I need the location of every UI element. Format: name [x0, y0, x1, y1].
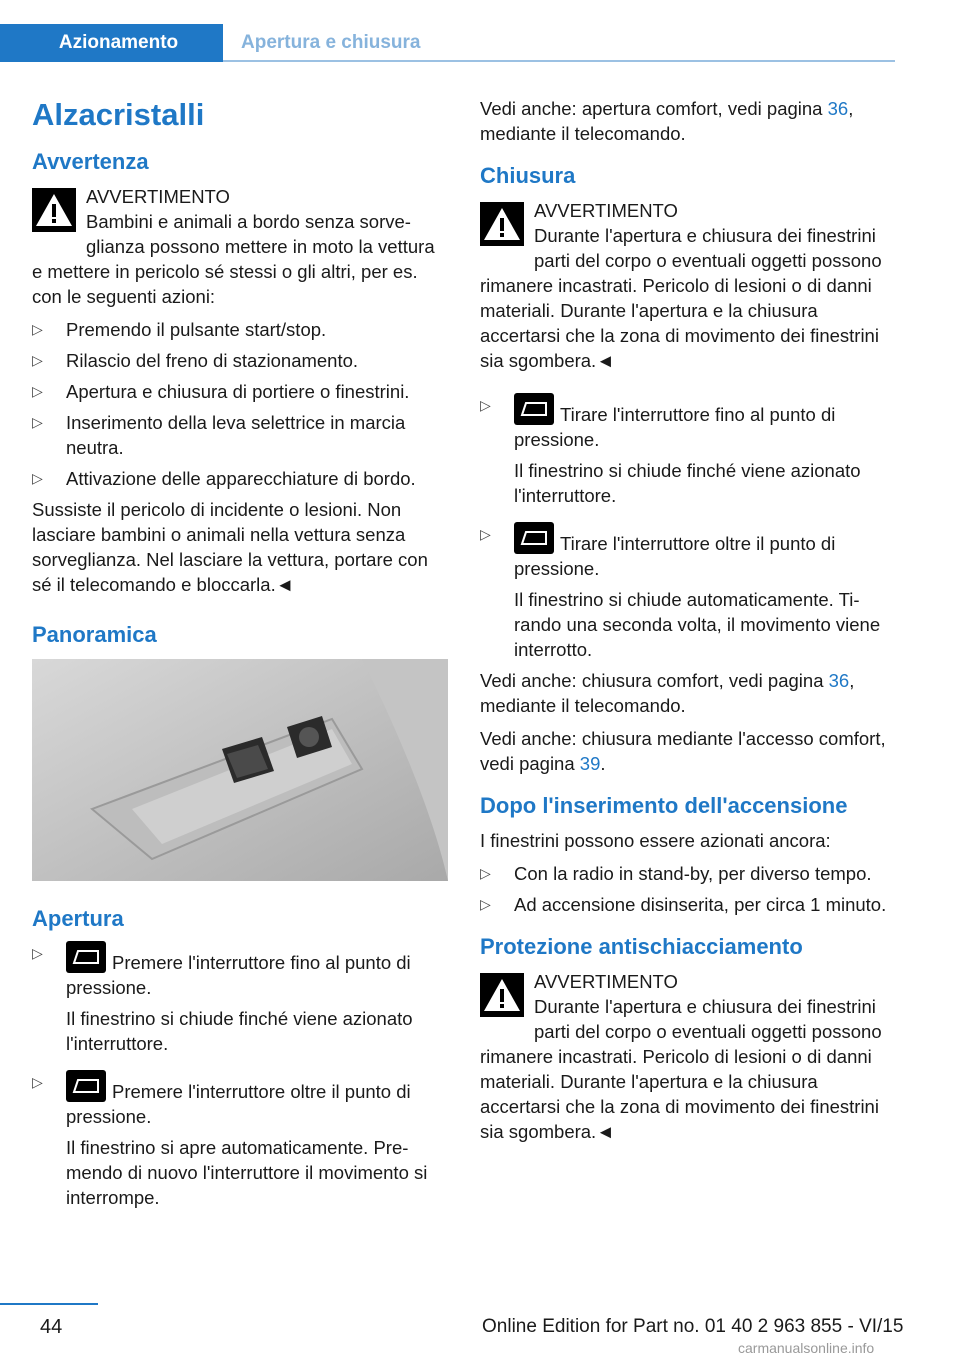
page-title: Alzacristalli	[32, 97, 205, 132]
warning-icon	[480, 202, 524, 246]
warning-icon	[32, 188, 76, 232]
bullet-icon: ▷	[32, 470, 43, 486]
warning-block-2	[480, 198, 896, 373]
warning-block-3	[480, 969, 896, 1144]
warning-title: AVVERTIMENTO	[534, 971, 678, 992]
window-switch-photo	[32, 659, 448, 881]
heading-protezione: Protezione antischiacciamento	[480, 934, 803, 959]
window-switch-icon	[66, 1070, 106, 1102]
list-item: ▷ Tirare l'interruttore oltre il punto di pressione. Il finestrino si chiude automaticamente. Tirando una seconda volta, il movimento viene interrotto.	[480, 522, 896, 662]
page-link[interactable]: 39	[579, 753, 601, 774]
step-result: Il finestrino si chiude automaticamente. Tirando una seconda volta, il movimento viene interrotto.	[514, 589, 881, 660]
step-result: Il finestrino si chiude finché viene azionato l'interruttore.	[66, 1008, 413, 1054]
bullet-icon: ▷	[32, 414, 43, 430]
page-header	[0, 0, 960, 62]
footer-edition: Online Edition for Part no. 01 40 2 963 855 - VI/15	[482, 1316, 904, 1337]
dopo-intro: I finestrini possono essere azionati ancora:	[480, 830, 831, 851]
watermark: carmanualsonline.info	[738, 1340, 875, 1356]
list-item: ▷ Ad accensione disinserita, per circa 1 minuto.	[480, 894, 887, 915]
heading-avvertenza: Avvertenza	[32, 149, 149, 174]
warning-list	[32, 317, 448, 491]
bullet-icon: ▷	[480, 896, 491, 912]
list-item: ▷ Attivazione delle apparecchiature di bordo.	[32, 468, 416, 489]
header-rule	[223, 60, 895, 62]
list-item: ▷ Apertura e chiusura di portiere o finestrini.	[32, 381, 410, 402]
list-item: ▷ Premendo il pulsante start/stop.	[32, 319, 327, 340]
footer-rule	[0, 1303, 98, 1305]
bullet-icon: ▷	[32, 1074, 43, 1090]
list-item: ▷ Con la radio in stand-by, per diverso tempo.	[480, 863, 872, 884]
window-switch-icon	[514, 393, 554, 425]
window-switch-icon	[66, 941, 106, 973]
heading-dopo-accensione: Dopo l'inserimento dell'accensione	[480, 793, 848, 818]
right-column	[480, 96, 896, 1152]
page-link[interactable]: 36	[827, 98, 849, 119]
bullet-icon: ▷	[32, 383, 43, 399]
see-also-3: Vedi anche: chiusura mediante l'accesso comfort, vedi pagina 39.	[480, 728, 886, 774]
warning-text: Durante l'apertura e chiusura dei finestrini parti del corpo o eventuali oggetti possono rimanere incastrati. Pericolo di lesioni o di danni materiali. Durante l'apertura e la chiusura accertarsi che la zona di movimento dei finestrini sia sgombera.◄	[480, 996, 882, 1142]
warning-text: Bambini e animali a bordo senza sorveglianza possono mettere in moto la vettura e mettere in pericolo sé stessi o gli altri, per es. con le seguenti azioni:	[32, 211, 435, 307]
bullet-icon: ▷	[32, 352, 43, 368]
list-item: ▷ Premere l'interruttore oltre il punto di pressione. Il finestrino si apre automaticamente. Premendo di nuovo l'interruttore il movimento si interrompe.	[32, 1070, 448, 1210]
warning-title: AVVERTIMENTO	[86, 186, 230, 207]
warning-icon	[480, 973, 524, 1017]
bullet-icon: ▷	[32, 945, 43, 961]
bullet-icon: ▷	[480, 526, 491, 542]
page-number: 44	[40, 1316, 63, 1338]
header-tab-azionamento[interactable]: Azionamento	[0, 24, 223, 62]
warning-block-1	[32, 184, 448, 309]
bullet-icon: ▷	[32, 321, 43, 337]
list-item: ▷ Rilascio del freno di stazionamento.	[32, 350, 359, 371]
dopo-list	[480, 861, 896, 917]
apertura-list	[32, 941, 448, 1210]
bullet-icon: ▷	[480, 865, 491, 881]
page-link[interactable]: 36	[828, 670, 850, 691]
header-tab-apertura-chiusura[interactable]: Apertura e chiusura	[241, 32, 421, 53]
see-also-1: Vedi anche: apertura comfort, vedi pagina 36, mediante il telecomando.	[480, 98, 854, 144]
heading-apertura: Apertura	[32, 906, 124, 931]
warning-title: AVVERTIMENTO	[534, 200, 678, 221]
warning-text: Durante l'apertura e chiusura dei finestrini parti del corpo o eventuali oggetti possono rimanere incastrati. Pericolo di lesioni o di danni materiali. Durante l'apertura e la chiusura accertarsi che la zona di movimento dei finestrini sia sgombera.◄	[480, 225, 882, 371]
list-item: ▷ Premere l'interruttore fino al punto di pressione. Il finestrino si chiude finché viene azionato l'interruttore.	[32, 941, 448, 1056]
warning-conclusion: Sussiste il pericolo di incidente o lesioni. Non lasciare bambini o animali nella vettura senza sorveglianza. Nel lasciare la vettura, portare con sé il telecomando e bloccarla.◄	[32, 499, 428, 595]
heading-chiusura: Chiusura	[480, 163, 576, 188]
step-result: Il finestrino si chiude finché viene azionato l'interruttore.	[514, 460, 861, 506]
window-switch-icon	[514, 522, 554, 554]
list-item: ▷ Tirare l'interruttore fino al punto di pressione. Il finestrino si chiude finché viene azionato l'interruttore.	[480, 393, 896, 508]
step-result: Il finestrino si apre automaticamente. Premendo di nuovo l'interruttore il movimento si interrompe.	[66, 1137, 428, 1208]
chiusura-list	[480, 393, 896, 662]
heading-panoramica: Panoramica	[32, 622, 157, 647]
bullet-icon: ▷	[480, 397, 491, 413]
list-item: ▷ Inserimento della leva selettrice in marcia neutra.	[32, 412, 406, 458]
see-also-2: Vedi anche: chiusura comfort, vedi pagina 36, mediante il telecomando.	[480, 670, 855, 716]
left-column	[32, 96, 448, 1216]
